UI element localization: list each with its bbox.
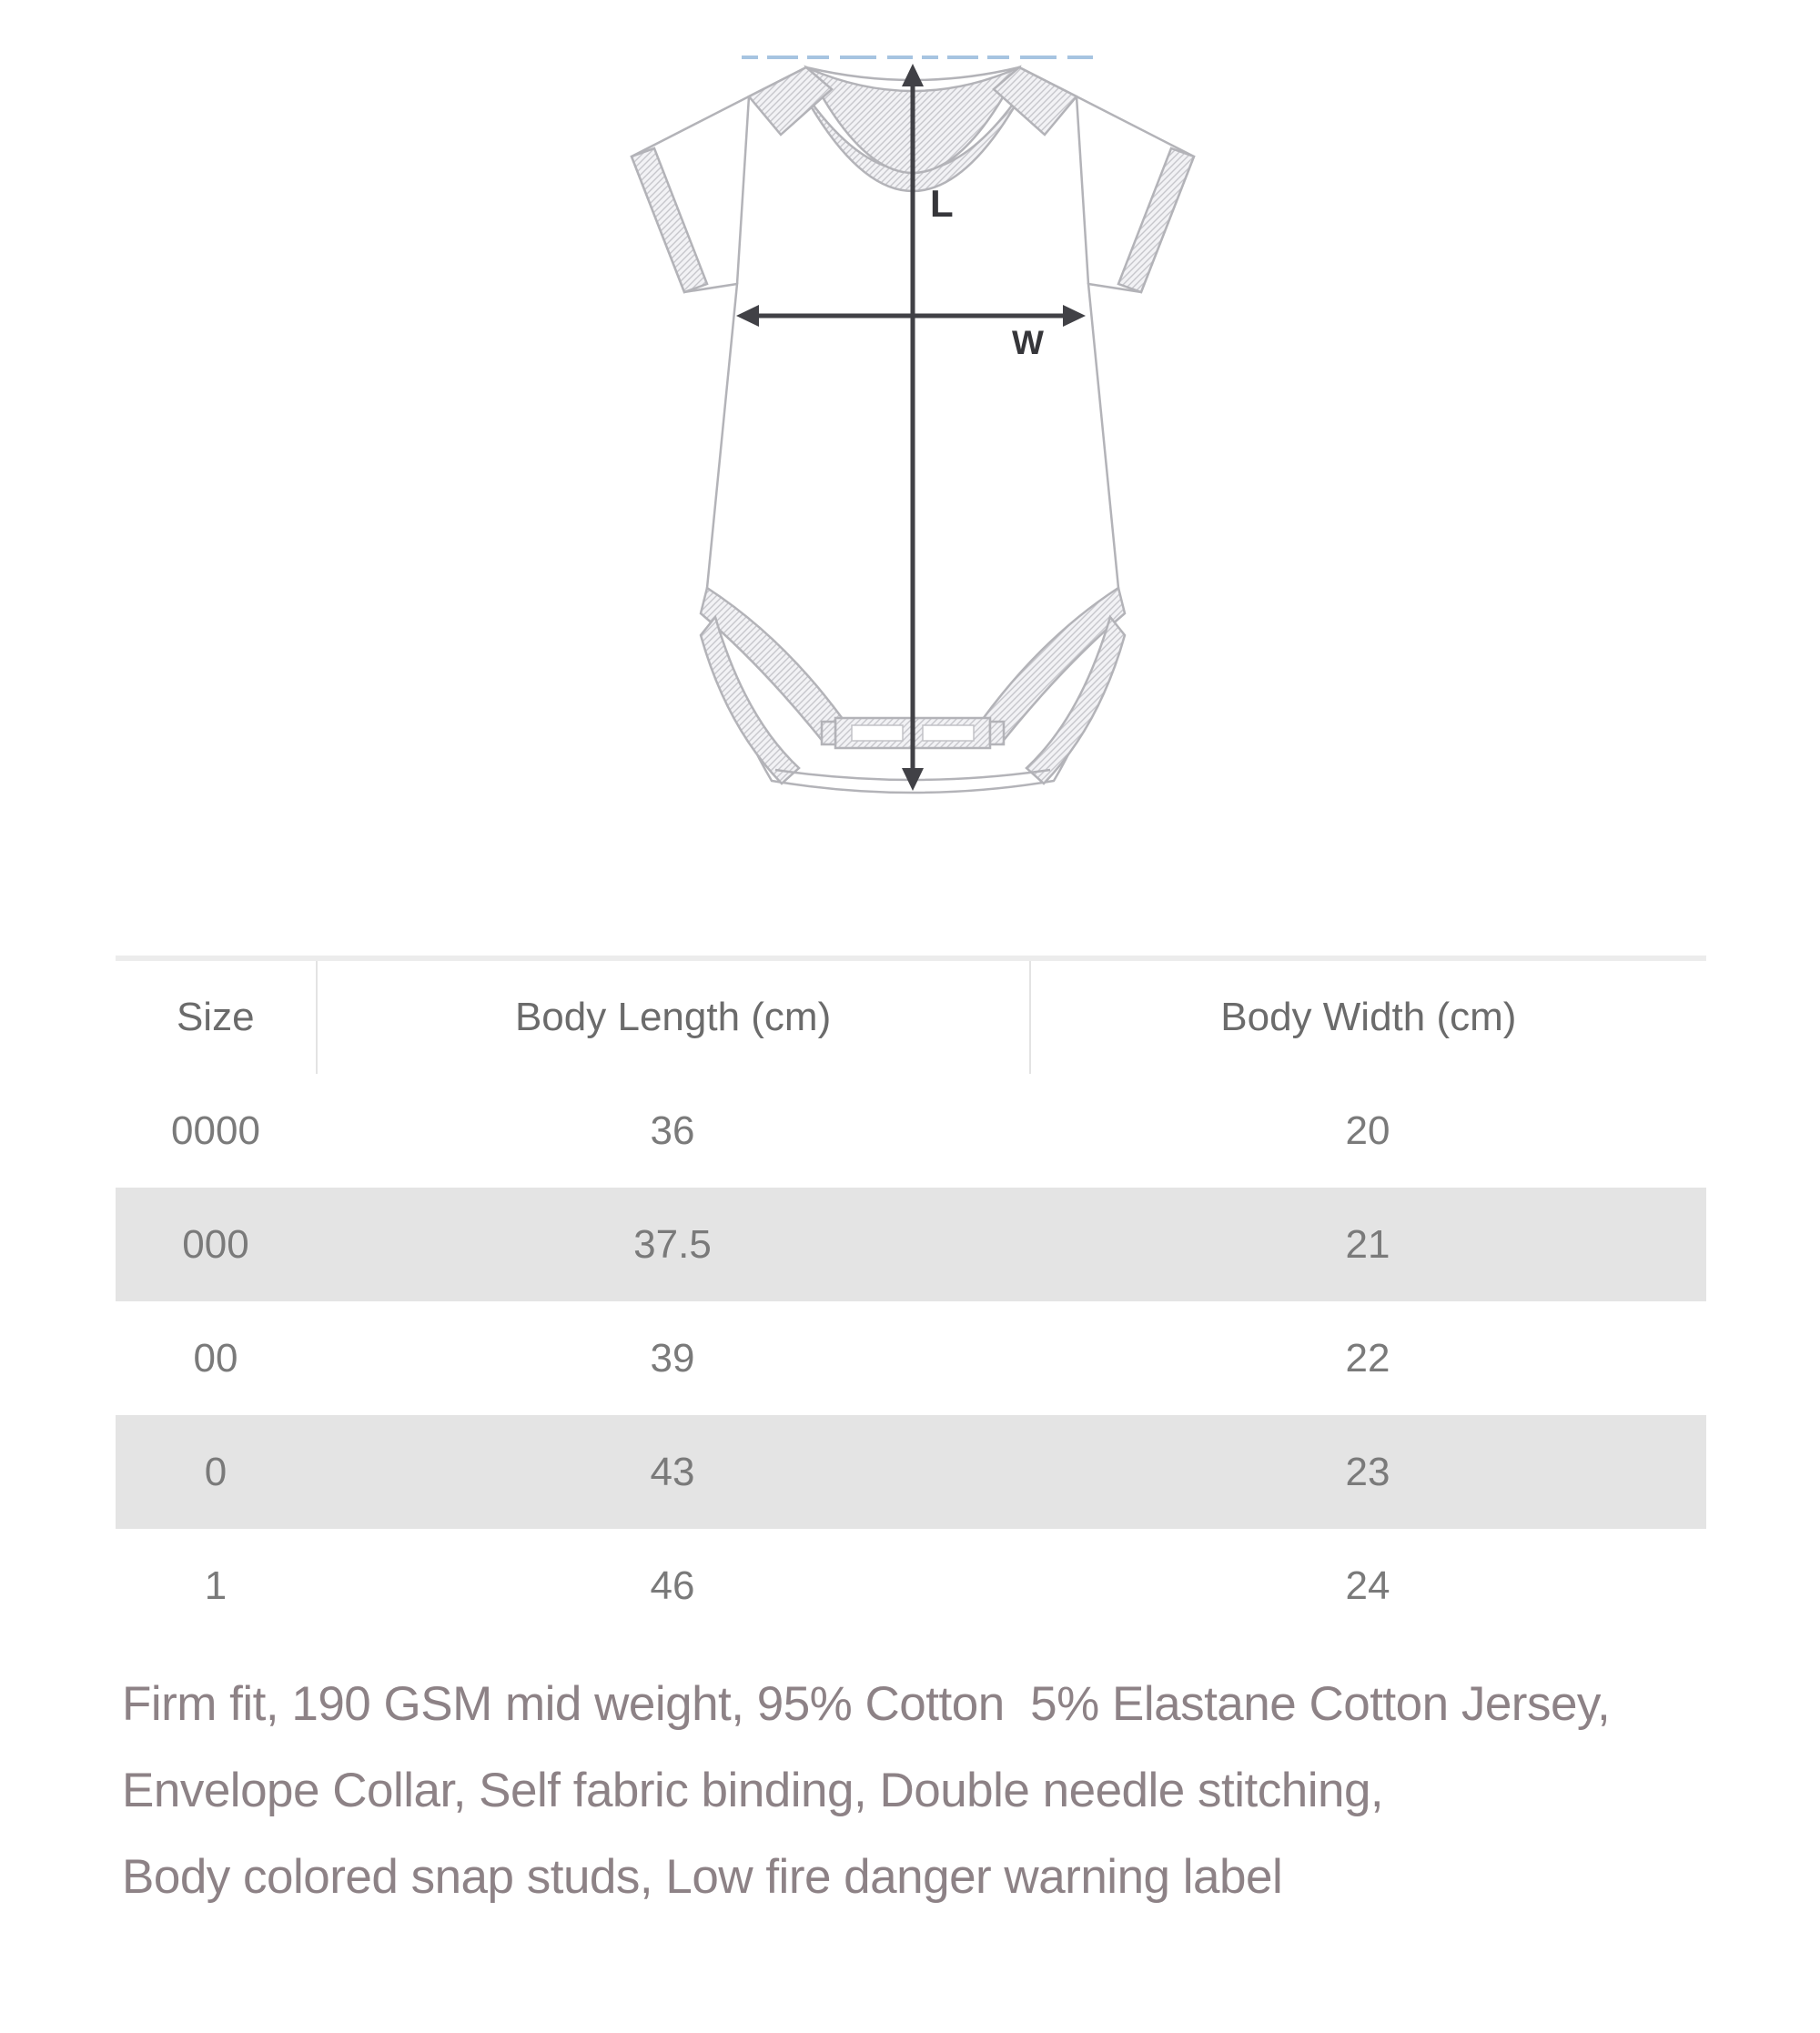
table-cell: 23: [1345, 1449, 1390, 1494]
table-row: [116, 1188, 1706, 1301]
size-table-header: [116, 961, 1706, 1074]
description-line: Firm fit, 190 GSM mid weight, 95% Cotton 5% Elastane Cotton Jersey,: [122, 1677, 1611, 1731]
table-cell: 43: [650, 1449, 695, 1494]
table-row: [116, 1301, 1706, 1415]
snap-slot-right: [923, 725, 974, 741]
table-cell: 20: [1345, 1108, 1390, 1153]
snap-tab-right: [990, 722, 1004, 744]
table-row: [116, 1074, 1706, 1188]
size-table: [116, 956, 1706, 1643]
length-label: L: [930, 182, 954, 225]
table-cell: 000: [182, 1221, 249, 1267]
table-cell: 0000: [171, 1108, 260, 1153]
table-row: [116, 1415, 1706, 1529]
snap-slot-left: [852, 725, 903, 741]
bodysuit-diagram: [0, 0, 1820, 865]
description-line: Envelope Collar, Self fabric binding, Double needle stitching,: [122, 1764, 1384, 1817]
table-cell: 39: [650, 1335, 695, 1381]
table-cell: 36: [650, 1108, 695, 1153]
column-header-body-length: Body Length (cm): [318, 961, 1031, 1074]
product-description: [122, 1661, 1610, 1920]
table-row: [116, 1529, 1706, 1643]
table-cell: 1: [204, 1563, 228, 1608]
width-label: W: [1012, 324, 1044, 361]
table-cell: 00: [193, 1335, 238, 1381]
length-arrowhead-top: [902, 64, 924, 86]
table-cell: 22: [1345, 1335, 1390, 1381]
table-cell: 37.5: [633, 1221, 712, 1267]
description-line: Body colored snap studs, Low fire danger warning label: [122, 1850, 1283, 1904]
column-header-size: Size: [116, 961, 318, 1074]
snap-tab-left: [822, 722, 835, 744]
table-cell: 24: [1345, 1563, 1390, 1608]
table-cell: 21: [1345, 1221, 1390, 1267]
size-table-body: [116, 1074, 1706, 1643]
table-cell: 0: [204, 1449, 228, 1494]
column-header-body-width: Body Width (cm): [1220, 995, 1517, 1039]
table-cell: 46: [650, 1563, 695, 1608]
